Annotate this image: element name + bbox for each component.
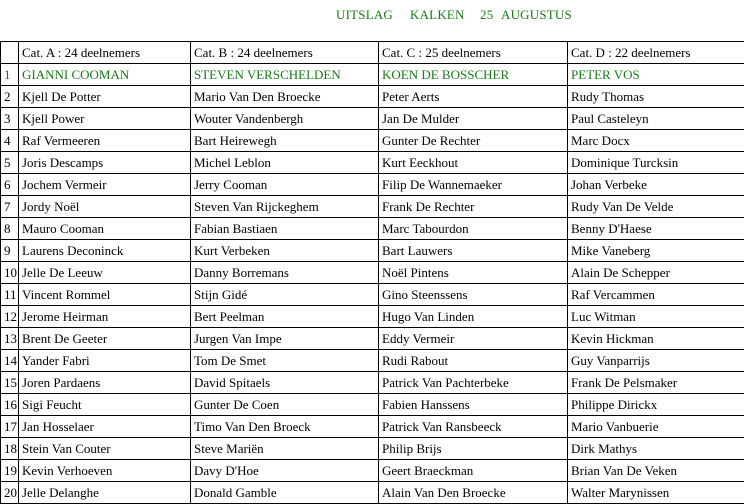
table-row <box>1 394 744 416</box>
category-d-cell: Rudy Van De Velde <box>568 196 744 218</box>
category-d-cell: Guy Vanparrijs <box>568 350 744 372</box>
category-d-cell: Raf Vercammen <box>568 284 744 306</box>
rank-cell: 1 <box>1 64 19 86</box>
category-c-cell: Jan De Mulder <box>379 108 568 130</box>
category-c-cell: Philip Brijs <box>379 438 568 460</box>
rank-cell: 17 <box>1 416 19 438</box>
category-a-cell: Vincent Rommel <box>19 284 191 306</box>
category-a-cell: Brent De Geeter <box>19 328 191 350</box>
category-d-cell: Alain De Schepper <box>568 262 744 284</box>
rank-header-cell <box>1 42 19 64</box>
category-c-cell: Geert Braeckman <box>379 460 568 482</box>
category-a-cell: Raf Vermeeren <box>19 130 191 152</box>
rank-cell: 11 <box>1 284 19 306</box>
table-row <box>1 86 744 108</box>
category-d-header: Cat. D : 22 deelnemers <box>568 42 744 64</box>
category-b-cell: Stijn Gidé <box>191 284 379 306</box>
category-c-cell: Peter Aerts <box>379 86 568 108</box>
table-row <box>1 108 744 130</box>
rank-cell: 3 <box>1 108 19 130</box>
category-b-cell: Mario Van Den Broecke <box>191 86 379 108</box>
category-a-cell: Kevin Verhoeven <box>19 460 191 482</box>
category-c-cell: KOEN DE BOSSCHER <box>379 64 568 86</box>
category-a-cell: Jochem Vermeir <box>19 174 191 196</box>
category-d-cell: Johan Verbeke <box>568 174 744 196</box>
rank-cell: 8 <box>1 218 19 240</box>
rank-cell: 18 <box>1 438 19 460</box>
table-row <box>1 306 744 328</box>
table-row <box>1 460 744 482</box>
category-d-cell: Benny D'Haese <box>568 218 744 240</box>
category-b-cell: Wouter Vandenbergh <box>191 108 379 130</box>
category-c-cell: Kurt Eeckhout <box>379 152 568 174</box>
category-c-cell: Fabien Hanssens <box>379 394 568 416</box>
category-d-cell: Rudy Thomas <box>568 86 744 108</box>
category-b-cell: Fabian Bastiaen <box>191 218 379 240</box>
title-word-uitslag: UITSLAG <box>336 7 394 22</box>
rank-cell: 14 <box>1 350 19 372</box>
category-d-cell: Mario Vanbuerie <box>568 416 744 438</box>
category-c-cell: Marc Tabourdon <box>379 218 568 240</box>
category-d-cell: Marc Docx <box>568 130 744 152</box>
rank-cell: 9 <box>1 240 19 262</box>
category-d-cell: Luc Witman <box>568 306 744 328</box>
category-d-cell: Paul Casteleyn <box>568 108 744 130</box>
category-c-cell: Hugo Van Linden <box>379 306 568 328</box>
title-word-day: 25 <box>480 7 494 22</box>
rank-cell: 12 <box>1 306 19 328</box>
category-b-cell: David Spitaels <box>191 372 379 394</box>
category-b-cell: Michel Leblon <box>191 152 379 174</box>
results-table <box>0 41 744 504</box>
category-d-cell: Philippe Dirickx <box>568 394 744 416</box>
rank-cell: 6 <box>1 174 19 196</box>
category-a-cell: Stein Van Couter <box>19 438 191 460</box>
title-word-location: KALKEN <box>410 7 465 22</box>
table-row <box>1 416 744 438</box>
category-a-cell: Sigi Feucht <box>19 394 191 416</box>
category-a-cell: GIANNI COOMAN <box>19 64 191 86</box>
table-row <box>1 152 744 174</box>
table-row <box>1 196 744 218</box>
category-b-cell: Bart Heirewegh <box>191 130 379 152</box>
rank-cell: 19 <box>1 460 19 482</box>
category-d-cell: Dirk Mathys <box>568 438 744 460</box>
category-a-header: Cat. A : 24 deelnemers <box>19 42 191 64</box>
rank-cell: 15 <box>1 372 19 394</box>
category-c-cell: Patrick Van Ransbeeck <box>379 416 568 438</box>
title-word-month: AUGUSTUS <box>501 7 572 22</box>
category-b-cell: Steve Mariën <box>191 438 379 460</box>
category-a-cell: Kjell Power <box>19 108 191 130</box>
table-row <box>1 284 744 306</box>
table-row <box>1 438 744 460</box>
header-row <box>1 42 744 64</box>
category-b-cell: Timo Van Den Broeck <box>191 416 379 438</box>
table-row <box>1 482 744 504</box>
rank-cell: 10 <box>1 262 19 284</box>
category-b-cell: Kurt Verbeken <box>191 240 379 262</box>
category-b-header: Cat. B : 24 deelnemers <box>191 42 379 64</box>
category-c-cell: Filip De Wannemaeker <box>379 174 568 196</box>
page-title <box>0 7 744 25</box>
table-row <box>1 218 744 240</box>
table-row <box>1 64 744 86</box>
category-b-cell: Donald Gamble <box>191 482 379 504</box>
category-c-cell: Noël Pintens <box>379 262 568 284</box>
rank-cell: 7 <box>1 196 19 218</box>
category-a-cell: Jelle Delanghe <box>19 482 191 504</box>
category-b-cell: STEVEN VERSCHELDEN <box>191 64 379 86</box>
rank-cell: 16 <box>1 394 19 416</box>
category-b-cell: Bert Peelman <box>191 306 379 328</box>
category-a-cell: Jerome Heirman <box>19 306 191 328</box>
table-row <box>1 372 744 394</box>
category-b-cell: Gunter De Coen <box>191 394 379 416</box>
table-row <box>1 262 744 284</box>
rank-cell: 13 <box>1 328 19 350</box>
category-c-cell: Gunter De Rechter <box>379 130 568 152</box>
category-d-cell: Walter Marynissen <box>568 482 744 504</box>
table-row <box>1 240 744 262</box>
category-d-cell: Frank De Pelsmaker <box>568 372 744 394</box>
category-a-cell: Jordy Noël <box>19 196 191 218</box>
table-row <box>1 350 744 372</box>
category-d-cell: Kevin Hickman <box>568 328 744 350</box>
table-row <box>1 174 744 196</box>
category-b-cell: Danny Borremans <box>191 262 379 284</box>
category-d-cell: Dominique Turcksin <box>568 152 744 174</box>
category-c-header: Cat. C : 25 deelnemers <box>379 42 568 64</box>
category-c-cell: Rudi Rabout <box>379 350 568 372</box>
table-row <box>1 328 744 350</box>
category-a-cell: Jelle De Leeuw <box>19 262 191 284</box>
category-c-cell: Eddy Vermeir <box>379 328 568 350</box>
category-b-cell: Tom De Smet <box>191 350 379 372</box>
category-a-cell: Laurens Deconinck <box>19 240 191 262</box>
category-b-cell: Steven Van Rijckeghem <box>191 196 379 218</box>
category-a-cell: Joris Descamps <box>19 152 191 174</box>
category-b-cell: Jerry Cooman <box>191 174 379 196</box>
rank-cell: 4 <box>1 130 19 152</box>
rank-cell: 20 <box>1 482 19 504</box>
rank-cell: 5 <box>1 152 19 174</box>
category-b-cell: Davy D'Hoe <box>191 460 379 482</box>
category-c-cell: Alain Van Den Broecke <box>379 482 568 504</box>
category-c-cell: Gino Steenssens <box>379 284 568 306</box>
category-a-cell: Yander Fabri <box>19 350 191 372</box>
category-a-cell: Jan Hosselaer <box>19 416 191 438</box>
category-d-cell: Brian Van De Veken <box>568 460 744 482</box>
rank-cell: 2 <box>1 86 19 108</box>
category-c-cell: Frank De Rechter <box>379 196 568 218</box>
category-c-cell: Bart Lauwers <box>379 240 568 262</box>
category-c-cell: Patrick Van Pachterbeke <box>379 372 568 394</box>
category-d-cell: Mike Vaneberg <box>568 240 744 262</box>
category-d-cell: PETER VOS <box>568 64 744 86</box>
category-b-cell: Jurgen Van Impe <box>191 328 379 350</box>
category-a-cell: Kjell De Potter <box>19 86 191 108</box>
category-a-cell: Joren Pardaens <box>19 372 191 394</box>
table-row <box>1 130 744 152</box>
category-a-cell: Mauro Cooman <box>19 218 191 240</box>
